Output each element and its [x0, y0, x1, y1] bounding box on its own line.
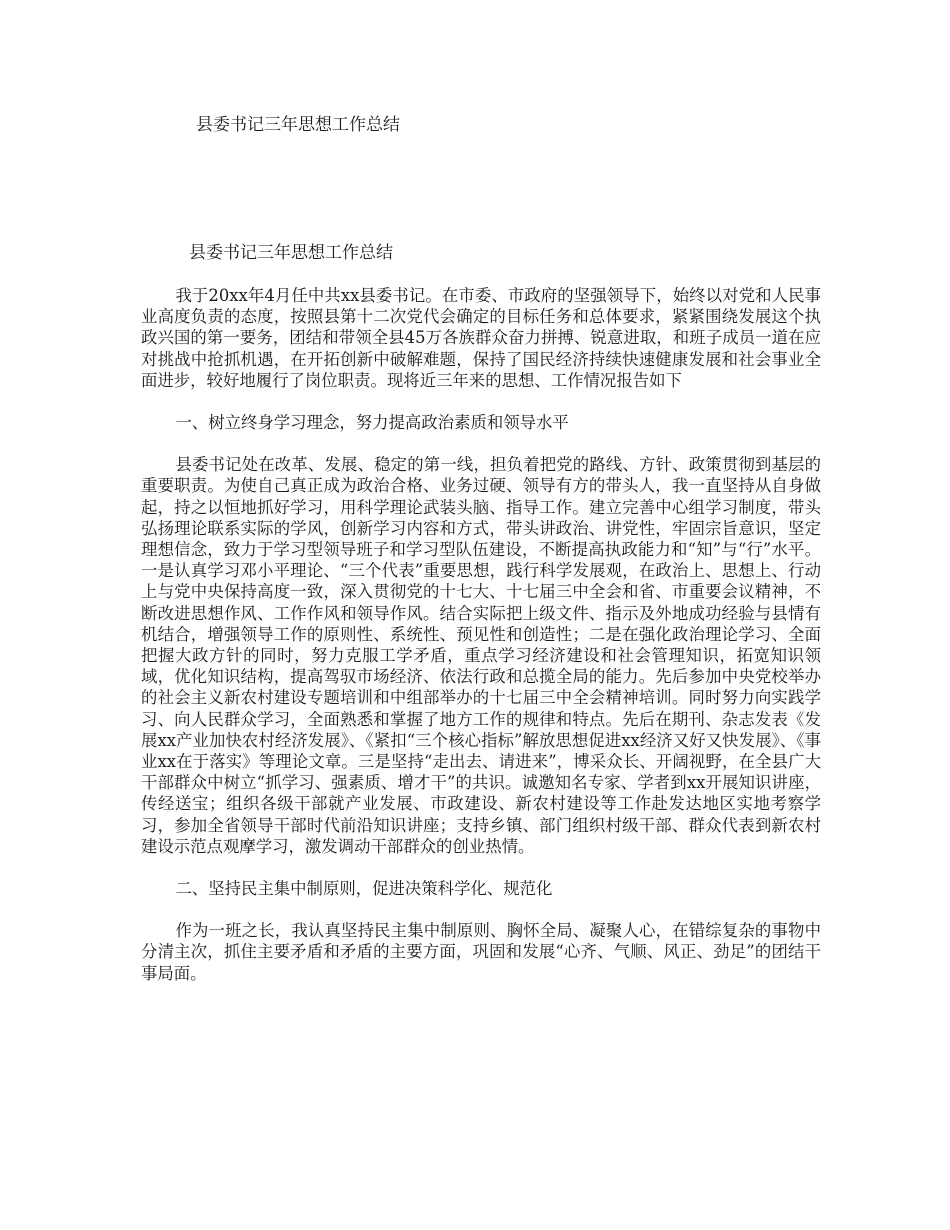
document-body-title: 县委书记三年思想工作总结 [189, 243, 393, 263]
paragraph-section-2: 作为一班之长，我认真坚持民主集中制原则、胸怀全局、凝聚人心，在错综复杂的事物中分清主次，抓住主要矛盾和矛盾的主要方面，巩固和发展“心齐、气顺、风正、劲足”的团结干事局面。 [141, 921, 821, 983]
section-heading-1: 一、树立终身学习理念，努力提高政治素质和领导水平 [175, 413, 569, 433]
paragraph-section-1: 县委书记处在改革、发展、稳定的第一线，担负着把党的路线、方针、政策贯彻到基层的重要职责。为使自己真正成为政治合格、业务过硬、领导有方的带头人，我一直坚持从自身做起，持之以恒地抓好学习，用科学理论武装头脑、指导工作。建立完善中心组学习制度，带头弘扬理论联系实际的学风，创新学习内容和方式，带头讲政治、讲党性，牢固宗旨意识，坚定理想信念，致力于学习型领导班子和学习型队伍建设，不断提高执政能力和“知”与“行”水平。一是认真学习邓小平理论、“三个代表”重要思想，践行科学发展观，在政治上、思想上、行动上与党中央保持高度一致，深入贯彻党的十七大、十七届三中全会和省、市重要会议精神，不断改进思想作风、工作作风和领导作风。结合实际把上级文件、指示及外地成功经验与县情有机结合，增强领导工作的原则性、系统性、预见性和创造性；二是在强化政治理论学习、全面把握大政方针的同时，努力克服工学矛盾，重点学习经济建设和社会管理知识，拓宽知识领域，优化知识结构，提高驾驭市场经济、依法行政和总揽全局的能力。先后参加中央党校举办的社会主义新农村建设专题培训和中组部举办的十七届三中全会精神培训。同时努力向实践学习、向人民群众学习，全面熟悉和掌握了地方工作的规律和特点。先后在期刊、杂志发表《发展xx产业加快农村经济发展》、《紧扣“三个核心指标”解放思想促进xx经济又好又快发展》、《事业xx在于落实》等理论文章。三是坚持“走出去、请进来”，博采众长、开阔视野，在全县广大干部群众中树立“抓学习、强素质、增才干”的共识。诚邀知名专家、学者到xx开展知识讲座，传经送宝；组织各级干部就产业发展、市政建设、新农村建设等工作赴发达地区实地考察学习，参加全省领导干部时代前沿知识讲座；支持乡镇、部门组织村级干部、群众代表到新农村建设示范点观摩学习，激发调动干部群众的创业热情。 [141, 455, 821, 856]
document-header-title: 县委书记三年思想工作总结 [196, 115, 400, 135]
document-content [141, 285, 821, 1005]
section-heading-2: 二、坚持民主集中制原则，促进决策科学化、规范化 [175, 879, 553, 899]
paragraph-intro: 我于20xx年4月任中共xx县委书记。在市委、市政府的坚强领导下，始终以对党和人民事业高度负责的态度，按照县第十二次党代会确定的目标任务和总体要求，紧紧围绕发展这个执政兴国的第一要务，团结和带领全县45万各族群众奋力拼搏、锐意进取，和班子成员一道在应对挑战中抢抓机遇，在开拓创新中破解难题，保持了国民经济持续快速健康发展和社会事业全面进步，较好地履行了岗位职责。现将近三年来的思想、工作情况报告如下 [141, 286, 821, 390]
